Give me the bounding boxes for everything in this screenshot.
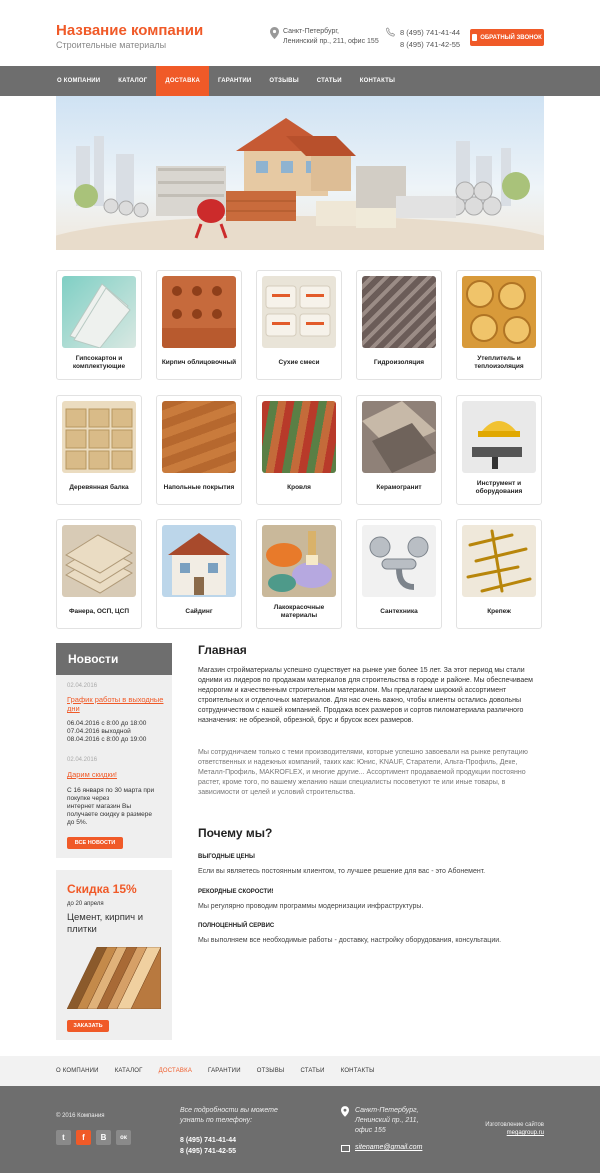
brick-image	[162, 276, 236, 348]
nav-item-contacts[interactable]: КОНТАКТЫ	[359, 78, 396, 84]
news-text: С 16 января по 30 марта при покупке через интернет магазин Вы получаете скидку в размере до 5%.	[67, 787, 155, 826]
nav-item-catalog[interactable]: КАТАЛОГ	[118, 78, 148, 84]
twitter-icon[interactable]: t	[56, 1130, 71, 1145]
cement-bags-image	[262, 276, 336, 348]
news-date: 02.04.2016	[67, 683, 98, 689]
paint-cans-image	[262, 525, 336, 597]
footer-nav-delivery[interactable]: ДОСТАВКА	[158, 1068, 193, 1074]
all-news-button[interactable]: ВСЕ НОВОСТИ	[67, 837, 123, 849]
header-address: Санкт-Петербург, Ленинский пр., 211, офис 155	[283, 28, 379, 45]
sale-title: Скидка 15%	[67, 882, 137, 896]
category-card-siding[interactable]: Сайдинг	[156, 519, 242, 629]
insulation-rolls-image	[462, 276, 536, 348]
tools-image	[462, 401, 536, 473]
developer-link[interactable]: megagroup.ru	[506, 1130, 544, 1136]
waterproofing-image	[362, 276, 436, 348]
why-us-title: Почему мы?	[198, 826, 273, 840]
site-footer	[0, 1086, 600, 1173]
footer-phones: 8 (495) 741-41-44 8 (495) 741-42-55	[180, 1137, 237, 1155]
plumbing-faucet-image	[362, 525, 436, 597]
hero-banner	[56, 96, 544, 250]
category-card-roofing[interactable]: Кровля	[256, 395, 342, 505]
news-link-schedule[interactable]: График работы в выходные дни	[67, 695, 164, 713]
sale-until: до 20 апреля	[67, 901, 104, 907]
order-button[interactable]: ЗАКАЗАТЬ	[67, 1020, 109, 1032]
wood-samples-image	[67, 947, 161, 1009]
roofing-image	[262, 401, 336, 473]
footer-phone-note: Все подробности вы можете узнать по телефону:	[180, 1107, 278, 1124]
footer-nav-reviews[interactable]: ОТЗЫВЫ	[256, 1068, 285, 1074]
category-card-insulation[interactable]: Утеплитель и теплоизоляция	[456, 270, 542, 380]
news-text: 06.04.2016 с 8:00 до 18:00 07.04.2016 выходной 08.04.2016 с 8:00 до 19:00	[67, 720, 147, 743]
category-card-plywood[interactable]: Фанера, ОСП, ЦСП	[56, 519, 142, 629]
nav-item-reviews[interactable]: ОТЗЫВЫ	[269, 78, 299, 84]
sale-description: Цемент, кирпич и плитки	[67, 912, 144, 935]
odnoklassniki-icon[interactable]: ок	[116, 1130, 131, 1145]
sale-panel	[56, 870, 172, 1040]
news-link-discounts[interactable]: Дарим скидки!	[67, 770, 118, 779]
category-card-porcelain[interactable]: Керамогранит	[356, 395, 442, 505]
company-name[interactable]: Название компании	[56, 22, 204, 39]
category-card-flooring[interactable]: Напольные покрытия	[156, 395, 242, 505]
callback-button[interactable]: ОБРАТНЫЙ ЗВОНОК	[470, 29, 544, 46]
site-header	[0, 0, 600, 66]
fasteners-screws-image	[462, 525, 536, 597]
mail-icon	[341, 1145, 350, 1152]
mobile-phone-icon	[472, 34, 477, 41]
footer-address: Санкт-Петербург, Ленинский пр., 211, офис 155	[355, 1107, 419, 1134]
why-text: Мы выполняем все необходимые работы - доставку, настройку оборудования, консультации.	[198, 937, 502, 944]
footer-nav-guarantees[interactable]: ГАРАНТИИ	[208, 1068, 241, 1074]
nav-item-about[interactable]: О КОМПАНИИ	[57, 78, 101, 84]
footer-nav-about[interactable]: О КОМПАНИИ	[56, 1068, 99, 1074]
facebook-icon[interactable]: f	[76, 1130, 91, 1145]
why-heading: РЕКОРДНЫЕ СКОРОСТИ!	[198, 889, 274, 895]
location-pin-icon	[270, 27, 279, 39]
news-panel	[56, 643, 172, 858]
category-card-timber[interactable]: Деревянная балка	[56, 395, 142, 505]
nav-item-guarantees[interactable]: ГАРАНТИИ	[218, 78, 252, 84]
category-card-plumbing[interactable]: Сантехника	[356, 519, 442, 629]
drywall-image	[62, 276, 136, 348]
intro-paragraph: Магазин стройматериалы успешно существует на рынке уже более 15 лет. За этот период мы стали одними из лидеров по продажам материалов для строительства в городе и районе. Мы обеспечиваем недорогим и качественным строительным материалом. Мы предлагаем широкий ассортимент строительных и отделочных материалов. Для нас очень важно, чтобы клиенты остались довольны сотрудничеством с нашей компанией. Продажа всех размеров и сортов пиломатериала различного назначения: не обрезной, обрезной, брус и брусок всех размеров.	[198, 667, 533, 724]
category-card-drywall[interactable]: Гипсокартон и комплектующие	[56, 270, 142, 380]
footer-nav-articles[interactable]: СТАТЬИ	[300, 1068, 325, 1074]
construction-materials-illustration	[56, 96, 544, 250]
page-title: Главная	[198, 643, 247, 657]
developer-credit: Изготовление сайтов megagroup.ru	[485, 1122, 544, 1136]
flooring-image	[162, 401, 236, 473]
category-card-waterproofing[interactable]: Гидроизоляция	[356, 270, 442, 380]
nav-item-delivery[interactable]: ДОСТАВКА	[156, 66, 209, 96]
header-phones: 8 (495) 741-41-44 8 (495) 741-42-55	[400, 28, 461, 49]
why-text: Мы регулярно проводим программы модернизации инфраструктуры.	[198, 903, 424, 910]
category-card-dry-mixes[interactable]: Сухие смеси	[256, 270, 342, 380]
footer-email[interactable]: sitename@gmail.com	[355, 1144, 423, 1151]
footer-nav-catalog[interactable]: КАТАЛОГ	[114, 1068, 143, 1074]
location-pin-icon	[341, 1106, 349, 1117]
partners-paragraph: Мы сотрудничаем только с теми производителями, которые успешно завоевали на рынке репутацию ответственных и надежных компаний, таких как: Юнис, KNAUF, Старатели, Альта-Профиль, Деке, Металл-Профиль, MAKROFLEX, и многие другие... Ассортимент продаваемой продукции постоянно растет, кроме того, по вашему желанию наши специалисты посоветуют те или иные товары, в зависимости от целей и условий строительства.	[198, 749, 528, 796]
category-card-paints[interactable]: Лакокрасочные материалы	[256, 519, 342, 629]
timber-beams-image	[62, 401, 136, 473]
phone-icon	[386, 27, 395, 37]
category-card-brick[interactable]: Кирпич облицовочный	[156, 270, 242, 380]
siding-house-image	[162, 525, 236, 597]
category-card-fasteners[interactable]: Крепеж	[456, 519, 542, 629]
nav-item-articles[interactable]: СТАТЬИ	[316, 78, 342, 84]
news-title: Новости	[56, 643, 172, 675]
news-date: 02.04.2016	[67, 757, 98, 763]
main-nav	[0, 66, 600, 96]
company-subtitle: Строительные материалы	[56, 40, 167, 50]
why-heading: ВЫГОДНЫЕ ЦЕНЫ	[198, 854, 255, 860]
category-card-tools[interactable]: Инструмент и оборудования	[456, 395, 542, 505]
porcelain-tiles-image	[362, 401, 436, 473]
why-heading: ПОЛНОЦЕННЫЙ СЕРВИС	[198, 923, 275, 929]
plywood-image	[62, 525, 136, 597]
copyright: © 2016 Компания	[56, 1113, 105, 1119]
vk-icon[interactable]: В	[96, 1130, 111, 1145]
footer-nav-contacts[interactable]: КОНТАКТЫ	[340, 1068, 375, 1074]
footer-nav	[0, 1056, 600, 1086]
why-text: Если вы являетесь постоянным клиентом, то лучшее решение для вас - это Абонемент.	[198, 868, 486, 875]
